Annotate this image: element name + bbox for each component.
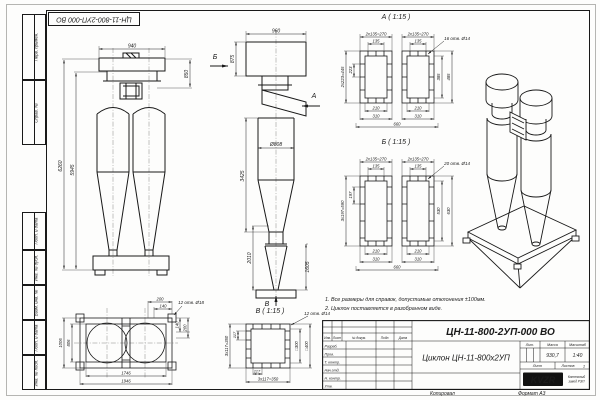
doc-title: Циклон ЦН-11-800х2УП — [422, 353, 510, 363]
section-v-outline — [246, 324, 290, 368]
dim-label: 1746 — [121, 370, 131, 376]
dim-label: 660 — [393, 121, 401, 127]
scale-label: Масштаб — [569, 343, 586, 348]
dim-label-d808: Ø808 — [269, 142, 283, 148]
isometric-view — [452, 56, 590, 294]
dim-label-960: 960 — [271, 28, 281, 35]
copied-label: Копировал — [430, 391, 455, 397]
margin-label: Взам. инв. № — [33, 289, 39, 316]
notes — [325, 296, 486, 314]
col-list: Лист — [332, 335, 342, 340]
dim-label: 2х223=445 — [340, 66, 345, 88]
top-stamp-text: ЦН-11-800-2УП-000 ВО — [56, 15, 132, 23]
dim-label: 2х135=270 — [365, 31, 387, 37]
dim-label: 2х135=270 — [365, 156, 387, 162]
row-utv: Утв. — [324, 384, 333, 389]
dim-label: 210 — [372, 248, 380, 254]
dim-label: 2х135=270 — [407, 156, 429, 162]
dim-label: 310 — [372, 113, 380, 119]
dim-label: 310 — [414, 256, 422, 262]
dim-label: 310 — [414, 113, 422, 119]
section-v — [212, 304, 330, 396]
side-view-extension-lines — [234, 28, 308, 290]
dim-label: 210 — [372, 105, 380, 111]
dim-label: 117 — [253, 368, 261, 374]
margin-label: Инв. № подл. — [33, 359, 39, 386]
dim-label: 385 — [436, 73, 441, 81]
dim-label: 310 — [372, 256, 380, 262]
mass-value: 930,7 — [546, 353, 559, 359]
doc-number: ЦН-11-800-2УП-000 ВО — [446, 326, 555, 338]
margin-label: Подп. и дата — [33, 324, 39, 351]
section-b — [332, 136, 470, 288]
top-stamp — [48, 12, 140, 26]
dim-label-5945: 5945 — [70, 164, 76, 176]
front-view-extension-lines — [62, 43, 192, 270]
dim-label: 200 — [182, 324, 188, 332]
dim-label: 135 — [414, 38, 422, 44]
dim-label: 2х135=270 — [407, 31, 429, 37]
dim-label-850: 850 — [184, 69, 190, 79]
dim-label: 140 — [159, 303, 167, 309]
dim-label: 660 — [393, 264, 401, 270]
holes-note: 12 отв. Ø18 — [178, 300, 204, 305]
dim-label: 135 — [372, 38, 380, 44]
side-view — [206, 26, 324, 308]
section-b-outline — [360, 176, 434, 246]
dim-label-3425: 3425 — [240, 170, 246, 182]
iso-outline — [463, 74, 579, 288]
mass-label: Масса — [547, 343, 558, 348]
section-b-dim-lines — [346, 162, 452, 270]
col-doc: № докум. — [351, 335, 367, 340]
row-prov: Пров. — [324, 352, 334, 357]
dim-label: 223 — [348, 66, 353, 74]
sheets-value: 1 — [582, 363, 586, 369]
dim-label: □300 — [294, 341, 299, 351]
scale-value: 1:40 — [572, 353, 583, 359]
dim-label: 197 — [348, 191, 353, 199]
company-line-1: Котельный — [567, 375, 586, 379]
logo-text: KVZR — [530, 374, 556, 385]
company-line-2: завод РЭП — [568, 379, 585, 384]
section-a — [332, 11, 470, 135]
col-izm: Изм. — [324, 335, 331, 340]
dim-label: 485 — [446, 73, 451, 81]
section-v-title: В ( 1:15 ) — [255, 308, 285, 315]
margin-label: Справ. № — [33, 102, 39, 123]
front-view — [50, 38, 202, 278]
dim-label: 1946 — [121, 378, 131, 384]
margin-box-podp-data-2 — [22, 320, 46, 355]
row-razrab: Разраб. — [324, 344, 338, 349]
company-logo — [523, 373, 563, 387]
view-label-v: В — [264, 301, 270, 308]
dim-label: 210 — [414, 105, 422, 111]
section-b-title: Б ( 1:15 ) — [381, 139, 411, 146]
holes-note: 12 отв. Ø14 — [304, 311, 330, 316]
view-arrows — [210, 66, 320, 306]
margin-box-inv-dubl — [22, 250, 46, 285]
title-block — [322, 320, 590, 390]
section-a-dim-lines — [346, 37, 452, 127]
dim-label: □400 — [304, 341, 309, 351]
col-data: Дата — [398, 335, 408, 340]
note-line-1: 1. Все размеры для справок, допустимые отклонения ±100мм. — [325, 297, 486, 303]
dim-label: 806 — [66, 339, 71, 347]
margin-label: Инв. № дубл. — [33, 254, 39, 281]
sheet-label: Лист — [532, 364, 543, 369]
col-podp: Подп. — [380, 335, 390, 340]
dim-label: 530 — [436, 207, 441, 215]
front-view-dim-lines — [64, 49, 190, 269]
format-label: Формат А3 — [518, 391, 546, 397]
row-nachotd: Нач.отд. — [324, 368, 340, 373]
dim-label: 135 — [372, 163, 380, 169]
view-label-a: А — [311, 93, 317, 100]
dim-label-6260: 6260 — [58, 160, 64, 172]
dim-label: 3х117=350 — [257, 376, 279, 382]
section-a-outline — [360, 51, 434, 103]
section-v-extension-lines — [228, 324, 312, 383]
dim-label: 140 — [174, 321, 180, 329]
dim-label: 117 — [232, 331, 237, 339]
sheets-label: Листов — [561, 364, 575, 369]
bottom-view — [50, 292, 204, 392]
dim-label-875: 875 — [230, 54, 236, 64]
dim-label-940: 940 — [127, 43, 137, 50]
row-nkontr: Н. контр. — [324, 376, 341, 381]
margin-box-sprav — [22, 80, 46, 145]
margin-box-inv-podl — [22, 355, 46, 390]
holes-note: 16 отв. Ø14 — [444, 36, 470, 41]
dim-label-2010: 2010 — [247, 252, 253, 264]
margin-box-podp-data-1 — [22, 212, 46, 250]
dim-label: 210 — [414, 248, 422, 254]
dim-label: 3х197=590 — [340, 200, 345, 222]
row-tkontr: Т. контр. — [324, 360, 340, 365]
bottom-view-centerlines — [74, 308, 178, 378]
lit-label: Лит. — [525, 343, 535, 348]
margin-box-perv-primen — [22, 14, 46, 80]
dim-label: 630 — [446, 207, 451, 215]
dim-label: 200 — [156, 296, 164, 302]
dim-label: 3х117=350 — [224, 335, 229, 357]
margin-label: Перв. примен. — [33, 32, 39, 62]
margin-label: Подп. и дата — [33, 217, 39, 245]
section-a-title: А ( 1:15 ) — [381, 14, 411, 21]
dim-label: 135 — [414, 163, 422, 169]
bottom-view-outline — [76, 314, 176, 370]
dim-label-1605: 1605 — [305, 261, 311, 273]
dim-label: 1006 — [58, 338, 63, 348]
margin-box-vzam-inv — [22, 285, 46, 320]
front-view-outline — [93, 53, 169, 275]
note-line-2: 2. Циклон поставляется в разобранном виде. — [325, 305, 443, 312]
holes-note: 20 отв. Ø14 — [444, 161, 470, 166]
view-label-b: Б — [212, 54, 218, 61]
